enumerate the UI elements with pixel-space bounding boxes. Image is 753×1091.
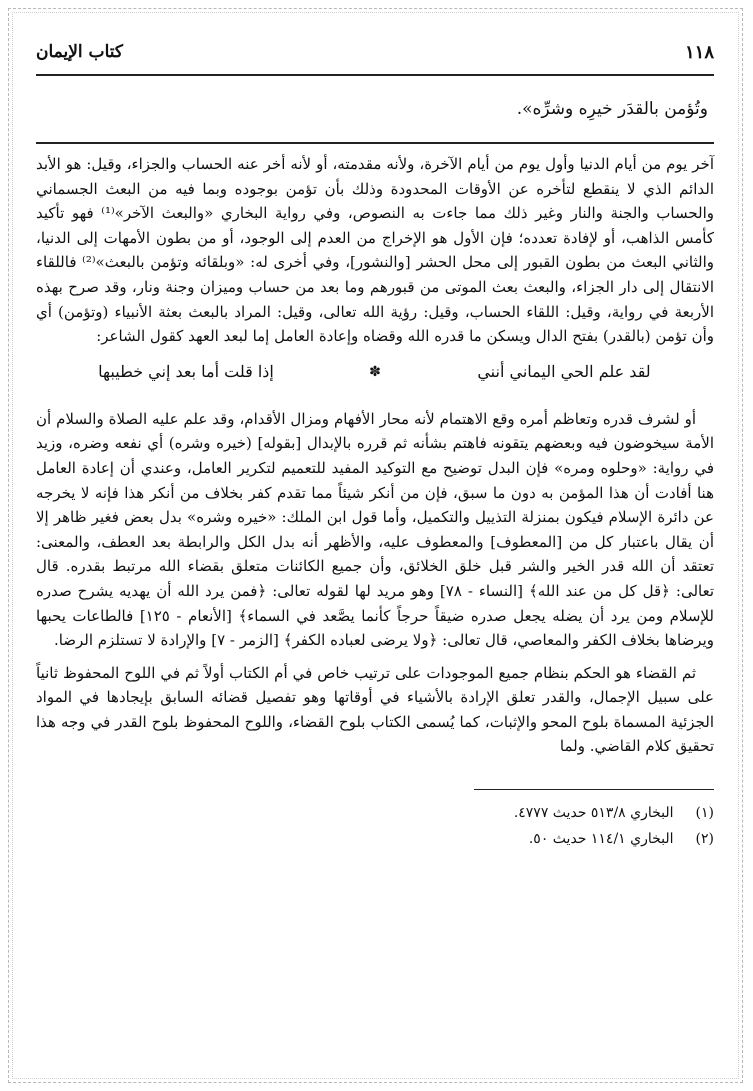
verse-first-hemistich: لقد علم الحي اليماني أنني (477, 361, 651, 381)
footnote-2 (36, 826, 714, 852)
footnote-1 (36, 800, 714, 826)
commentary-paragraph-1: آخر يوم من أيام الدنيا وأول يوم من أيام الآخرة، ولأنه مقدمته، أو لأنه أخر عنه الحساب والجزاء، وقيل: هو الأبد الدائم الذي لا ينقطع لتأخره عن الأوقات المحدودة وذلك بأن تؤمن بوجوده وبما فيه من البعث الجسماني والحساب والجنة والنار وغير ذلك مما جاءت به النصوص، وفي رواية البخاري «والبعث الآخر»⁽¹⁾ فهو تأكيد كأمس الذاهب، أو لإفادة تعدده؛ فإن الأول هو الإخراج من العدم إلى الوجود، أو من بطون الأمهات إلى الدنيا، والثاني البعث من بطون القبور إلى محل الحشر [والنشور]، وفي أخرى له: «وبلقائه وتؤمن بالبعث»⁽²⁾ فاللقاء الانتقال إلى دار الجزاء، والبعث بعث الموتى من قبورهم وما بعد من حساب وميزان وجنة ونار، وقد صرح بهذه الأربعة في رواية، وقيل: اللقاء الحساب، وقيل: رؤية الله تعالى، وقيل: المراد بالبعث بعثة الأنبياء (وتؤمن) أي وأن تؤمن (بالقدر) بفتح الدال ويسكن ما قدره الله وقضاه وإعادة العامل إما لبعد العهد كقول الشاعر: (36, 155, 715, 346)
commentary-paragraph-3: ثم القضاء هو الحكم بنظام جميع الموجودات على ترتيب خاص في أم الكتاب أولاً ثم في اللوح المحفوظ ثانياً على سبيل الإجمال، والقدر تعلق الإرادة بالأشياء في أوقاتها وهو تفصيل قضائه السابق بإيجادها في المواد الجزئية المسماة بلوح المحو والإثبات، كما يُسمى الكتاب بلوح القضاء، واللوح المحفوظ بلوح القدر في وجه هذا تحقيق كلام القاضي. ولما (36, 663, 714, 756)
footnote-text: البخاري ٥١٣/٨ حديث ٤٧٧٧. (513, 805, 674, 822)
footnote-number: (٢) (695, 831, 714, 848)
commentary-paragraph-2: أو لشرف قدره وتعاظم أمره وقع الاهتمام لأنه محار الأفهام ومزال الأقدام، وقد علم عليه الصلاة والسلام أن الأمة سيخوضون فيه وبعضهم يتقونه فاهتم بشأنه ثم قرره بالإبدال [بقوله] (خيره وشره) أي نفعه وضره، وزيد في رواية: «وحلوه ومره» فإن البدل توضيح مع التوكيد المفيد للتعميم لتكرير العامل، وعندي أن إعادة العامل هنا أفادت أن هذا المؤمن به دون ما سبق، فإن من أنكر شيئاً مما تقدم كفر بخلاف من أنكر هذا فإنه لا يخرجه عن دائرة الإسلام فيكون بمنزلة التذييل والتكميل، وأما قول ابن الملك: «خيره وشره» بدل بعض فغير ظاهر إلا أن يقال باعتبار كل من [المعطوف] والمعطوف عليه، والأظهر أنه بدل الكل والرابطة بعد العطف، والمعنى: تعتقد أن الله قدر الخير والشر قبل خلق الخلائق، وأن جميع الكائنات متعلق بقضاء الله مرتبط بقدره. قال تعالى: ﴿قل كل من عند الله﴾ [النساء - ٧٨] وهو مريد لها لقوله تعالى: ﴿فمن يرد الله أن يهديه يشرح صدره للإسلام ومن يرد أن يضله يجعل صدره ضيقاً حرجاً كأنما يصَّعد في السماء﴾ [الأنعام - ١٢٥] فالطاعات يحبها ويرضاها بخلاف الكفر والمعاصي، قال تعالى: ﴿ولا يرضى لعباده الكفر﴾ [الزمر - ٧] والإرادة لا تستلزم الرضا. (36, 409, 714, 650)
footnote-text: البخاري ١١٤/١ حديث ٥٠. (528, 831, 674, 848)
hadith-text: وتُؤمن بالقدَر خيرِه وشرِّه». (516, 99, 708, 119)
footnote-divider (474, 789, 714, 790)
footnote-number: (١) (695, 805, 714, 822)
verse-separator-star-icon: ✽ (369, 363, 381, 380)
page-header (36, 30, 714, 76)
poetry-verse (36, 355, 714, 389)
book-title: كتاب الإيمان (36, 42, 123, 62)
page-number: ١١٨ (684, 42, 714, 63)
book-page (36, 30, 714, 852)
footnotes (36, 800, 714, 852)
verse-second-hemistich: إذا قلت أما بعد إني خطيبها (98, 361, 274, 381)
